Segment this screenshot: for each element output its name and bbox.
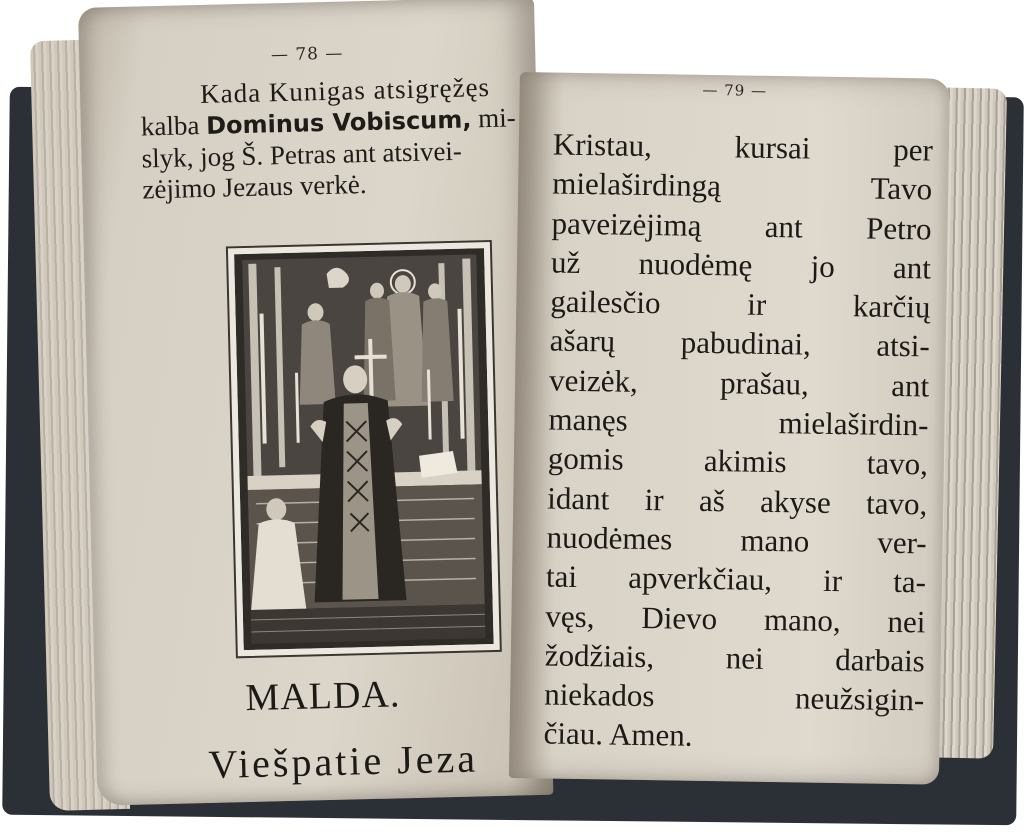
- prayer-line-5: gailesčio ir karčių: [550, 283, 931, 325]
- intro-latin-phrase: Dominus Vobiscum,: [205, 105, 472, 140]
- mass-engraving-illustration: [226, 240, 502, 658]
- prayer-line-16: čiau. Amen.: [543, 715, 693, 754]
- intro-line-4: zėjimo Jezaus verkė.: [142, 169, 367, 205]
- intro-text: [140, 71, 523, 205]
- prayer-text: [543, 125, 933, 760]
- intro-word-kalba: kalba: [140, 110, 200, 142]
- prayer-line-1: Kristau, kursai per: [552, 126, 934, 168]
- prayer-line-7: veizėk, prašau, ant: [548, 362, 930, 404]
- page-number-79: — 79 —: [702, 80, 768, 100]
- prayer-opening-line: Viešpatie Jeza: [207, 735, 479, 788]
- right-page: [509, 72, 950, 785]
- prayer-line-3: paveizėjimą ant Petro: [551, 205, 932, 247]
- prayer-heading: MALDA.: [244, 673, 401, 720]
- left-page: [78, 0, 553, 806]
- prayer-line-14: žodžiais, nei darbais: [544, 637, 926, 679]
- engraving-image: [234, 248, 494, 650]
- prayer-line-2: mielaširdingą Tavo: [551, 165, 933, 207]
- prayer-line-9: gomis akimis tavo,: [547, 440, 929, 482]
- intro-line-1: Kada Kunigas atsigręžęs: [199, 71, 491, 110]
- prayer-line-10: idant ir aš akyse tavo,: [547, 480, 928, 522]
- prayer-line-15: niekados neužsigin-: [543, 676, 925, 718]
- prayer-line-6: ašarų pabudinai, atsi-: [549, 322, 931, 364]
- prayer-line-12: tai apverkčiau, ir ta-: [545, 558, 927, 600]
- intro-line-3: slyk, jog Š. Petras ant atsivei-: [141, 135, 463, 174]
- prayer-line-4: už nuodėmę jo ant: [550, 244, 932, 286]
- prayer-line-13: vęs, Dievo mano, nei: [545, 598, 926, 639]
- page-number-78: — 78 —: [270, 43, 344, 66]
- prayer-line-8: manęs mielaširdin-: [548, 401, 929, 443]
- prayer-line-11: nuodėmes mano ver-: [546, 519, 927, 561]
- intro-word-mi: mi-: [477, 102, 516, 134]
